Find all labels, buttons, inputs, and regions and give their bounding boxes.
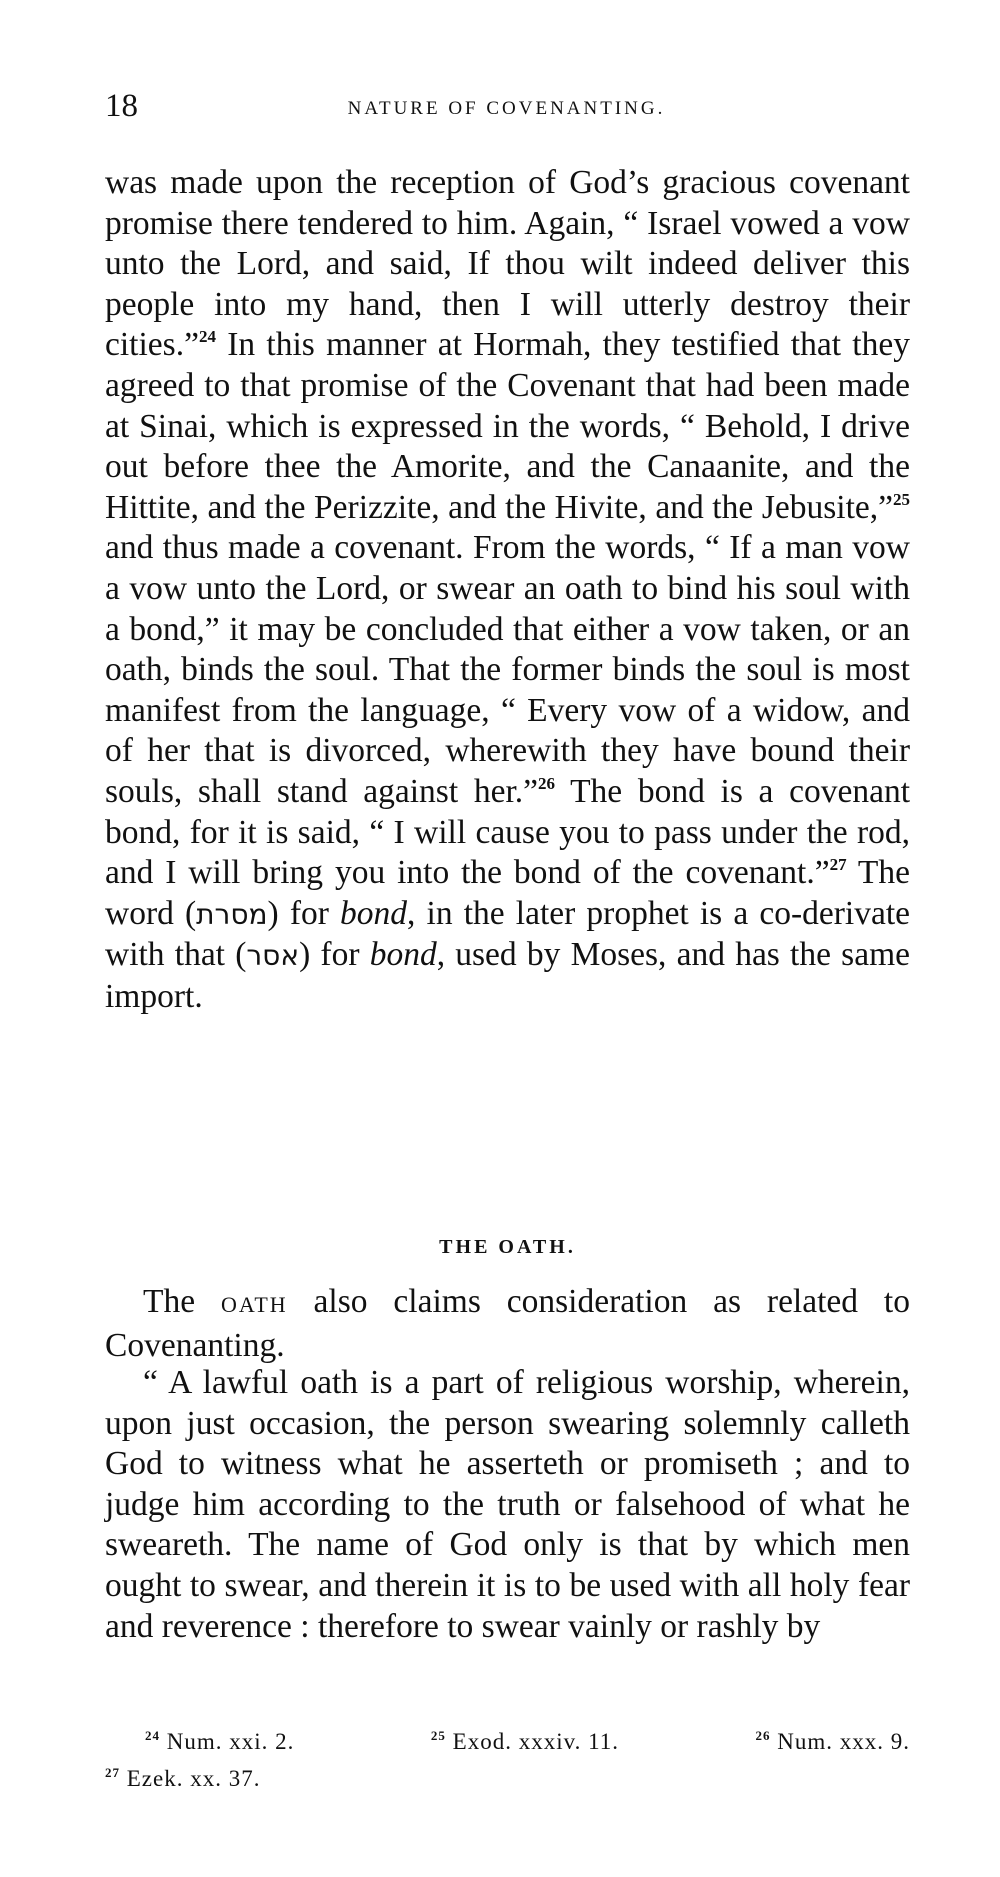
text-run: The xyxy=(143,1283,221,1320)
body-paragraph-1 xyxy=(105,163,910,1017)
text-run: In this manner at Hormah, they testified that they agreed to that promise of the Covenant that had been made at Sinai, which is expressed in the words, “ Behold, I drive out before thee the Amorite, and the Canaanite, and the Hittite, and the Perizzite, and the Hivite, and the Jebusite,” xyxy=(105,326,910,526)
running-head: NATURE OF COVENANTING. xyxy=(347,98,666,119)
text-run: , used by Moses, and has the same import. xyxy=(105,936,911,1015)
footnote-text: Ezek. xx. 37. xyxy=(126,1766,261,1791)
footnote-ref-26[interactable]: 26 xyxy=(538,773,556,793)
footnotes xyxy=(105,1720,910,1794)
footnote-ref-24[interactable]: 24 xyxy=(198,327,216,347)
hebrew-word: מסרת xyxy=(196,897,268,931)
footnote-27 xyxy=(105,1757,910,1794)
footnote-text: Exod. xxxiv. 11. xyxy=(452,1729,619,1754)
footnote-number: 24 xyxy=(145,1728,160,1743)
text-run: and thus made a covenant. From the words, “ If a man vow a vow unto the Lord, or swear an oath to bind his soul with a bond,” it may be concluded that either a vow taken, or an oath, binds the soul. That the former binds the soul is most manifest from the language, “ Every vow of a widow, and of her that is divorced, wherewith they have bound their souls, shall stand against her.” xyxy=(105,529,910,810)
body-paragraph-2 xyxy=(105,1282,910,1366)
footnote-text: Num. xxx. 9. xyxy=(777,1729,910,1754)
text-run: The bond is a covenant bond, for it is said, “ I will cause you to pass under the rod, and I will bring you into the bond of the covenant.” xyxy=(105,772,910,892)
page-number: 18 xyxy=(105,88,138,124)
text-run: also claims consideration as related to Covenanting. xyxy=(105,1283,910,1364)
text-run: The word ( xyxy=(105,854,910,932)
footnote-ref-25[interactable]: 25 xyxy=(893,489,910,509)
footnote-ref-27[interactable]: 27 xyxy=(829,855,847,875)
section-heading: THE OATH. xyxy=(439,1236,576,1258)
page-header xyxy=(105,88,908,128)
text-run: was made upon the reception of God’s gracious covenant promise there tendered to him. Again, “ Israel vowed a vow unto the Lord, and said, If thou wilt indeed deliver this people into my hand, then I will utterly destroy their cities.” xyxy=(105,164,910,364)
text-run: , in the later prophet is a co-derivate with that ( xyxy=(105,894,910,974)
footnote-26 xyxy=(755,1720,910,1757)
footnote-number: 25 xyxy=(430,1728,446,1743)
italic-word: bond xyxy=(340,894,408,932)
hebrew-word: אסר xyxy=(246,939,300,973)
small-caps-word: OATH xyxy=(220,1292,288,1317)
footnote-25 xyxy=(431,1720,619,1757)
footnote-number: 26 xyxy=(755,1728,771,1743)
footnote-number: 27 xyxy=(105,1765,120,1780)
footnote-row xyxy=(105,1720,910,1757)
footnote-24 xyxy=(145,1720,294,1757)
italic-word: bond xyxy=(369,936,437,974)
text-run: ) for xyxy=(267,894,341,932)
footnote-text: Num. xxi. 2. xyxy=(166,1729,295,1754)
body-paragraph-3: “ A lawful oath is a part of religious worship, wherein, upon just occasion, the person swearing solemnly calleth God to witness what he asserteth or promiseth ; and to judge him according to the truth or falsehood of what he sweareth. The name of God only is that by which men ought to swear, and therein it is to be used with all holy fear and reverence : therefore to swear vainly or rashly by xyxy=(105,1364,910,1645)
text-run: ) for xyxy=(299,936,370,974)
